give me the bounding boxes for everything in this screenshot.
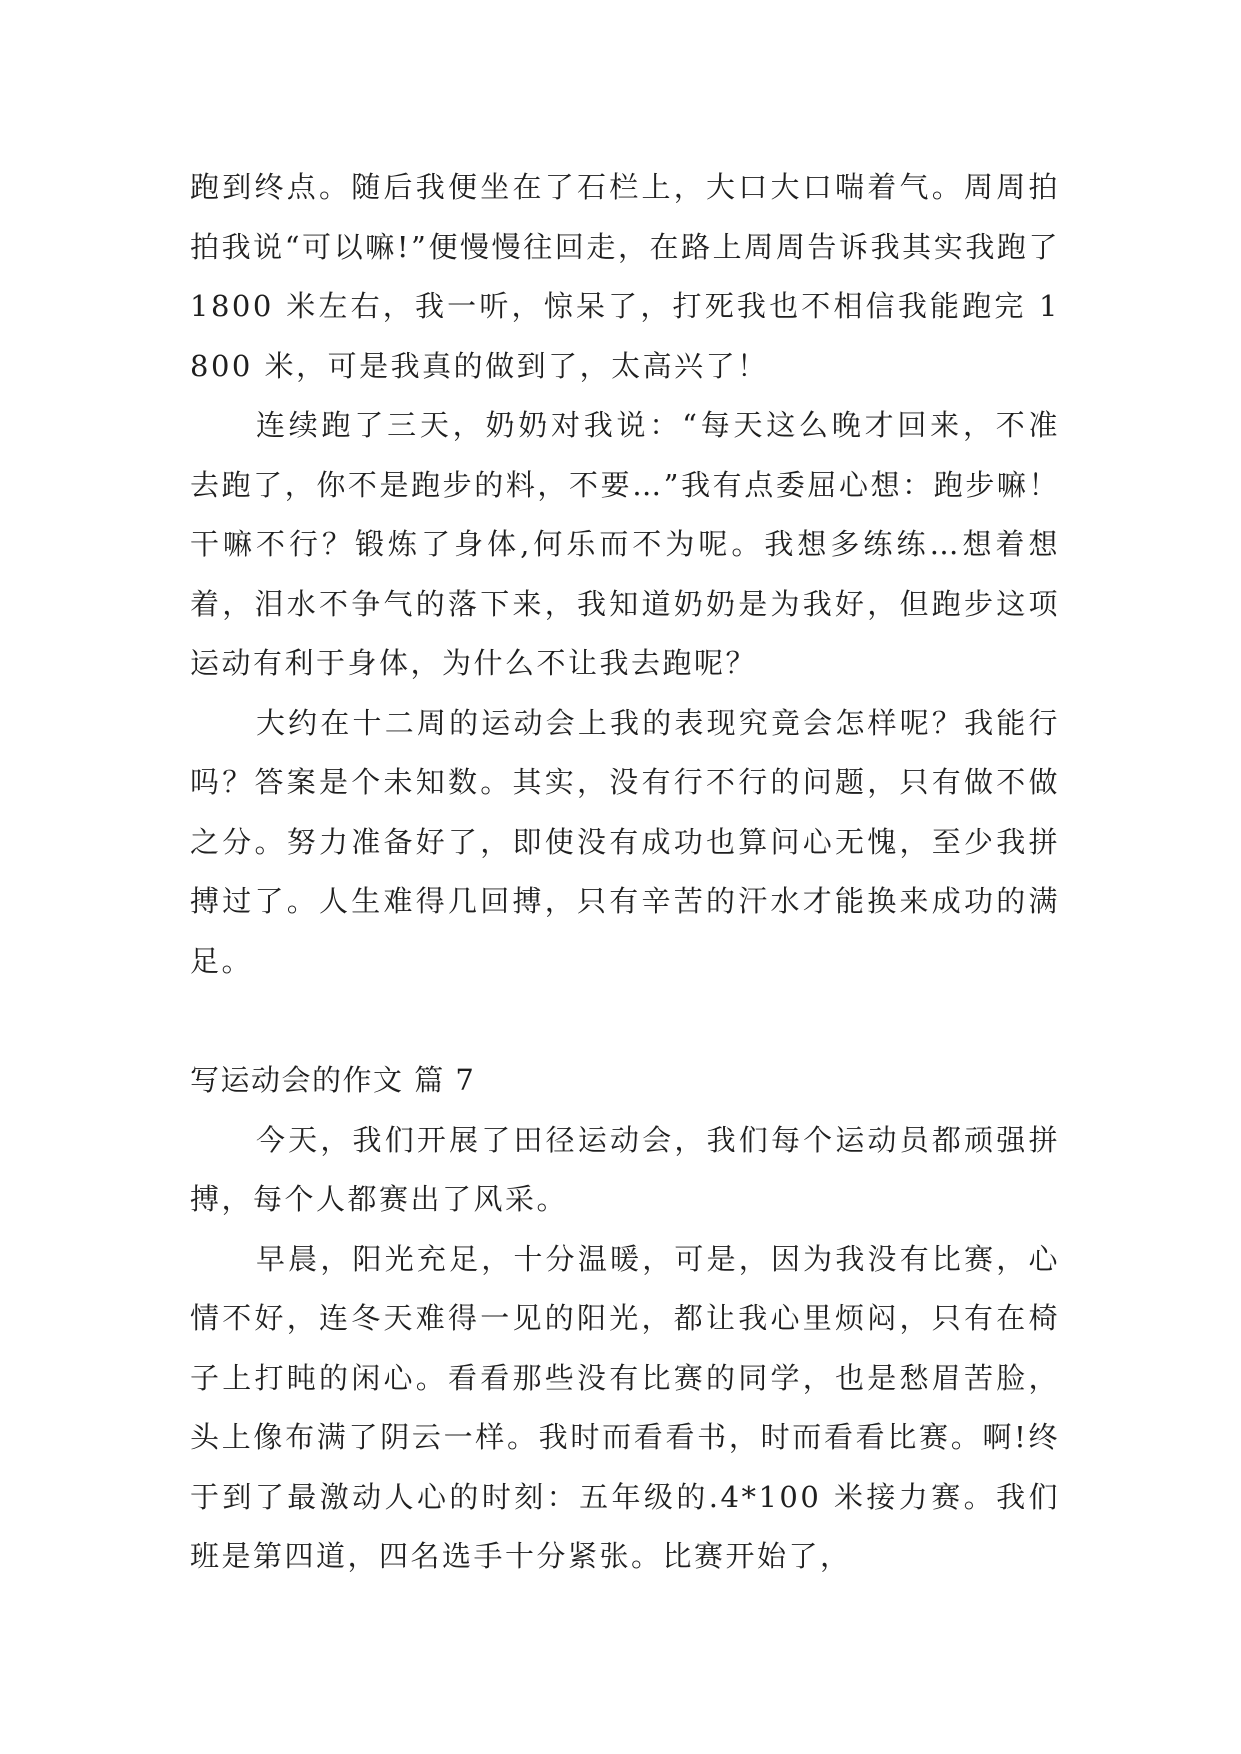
paragraph-morning: 早晨，阳光充足，十分温暖，可是，因为我没有比赛，心情不好，连冬天难得一见的阳光，都让我心里烦闷，只有在椅子上打盹的闲心。看看那些没有比赛的同学，也是愁眉苦脸，头上像布满了阴云一样。我时而看看书，时而看看比赛。啊!终于到了最激动人心的时刻：五年级的.4*100 米接力赛。我们班是第四道，四名选手十分紧张。比赛开始了， <box>190 1241 1060 1573</box>
paragraph-grandma: 连续跑了三天，奶奶对我说：“每天这么晚才回来，不准去跑了，你不是跑步的料，不要…”我有点委屈心想：跑步嘛！干嘛不行？锻炼了身体,何乐而不为呢。我想多练练…想着想着，泪水不争气的落下来，我知道奶奶是为我好，但跑步这项运动有利于身体，为什么不让我去跑呢？ <box>190 408 1060 680</box>
document-body <box>190 158 1060 1587</box>
section-title: 写运动会的作文 篇 7 <box>190 1063 476 1097</box>
paragraph-today: 今天，我们开展了田径运动会，我们每个运动员都顽强拼搏，每个人都赛出了风采。 <box>190 1122 1060 1216</box>
paragraph-sports-meet-outlook: 大约在十二周的运动会上我的表现究竟会怎样呢？我能行吗？答案是个未知数。其实，没有行不行的问题，只有做不做之分。努力准备好了，即使没有成功也算问心无愧，至少我拼搏过了。人生难得几回搏，只有辛苦的汗水才能换来成功的满足。 <box>190 705 1060 978</box>
paragraph-continued: 跑到终点。随后我便坐在了石栏上，大口大口喘着气。周周拍拍我说“可以嘛!”便慢慢往回走，在路上周周告诉我其实我跑了 1800 米左右，我一听，惊呆了，打死我也不相信我能跑完 1800 米，可是我真的做到了，太高兴了！ <box>190 170 1060 383</box>
